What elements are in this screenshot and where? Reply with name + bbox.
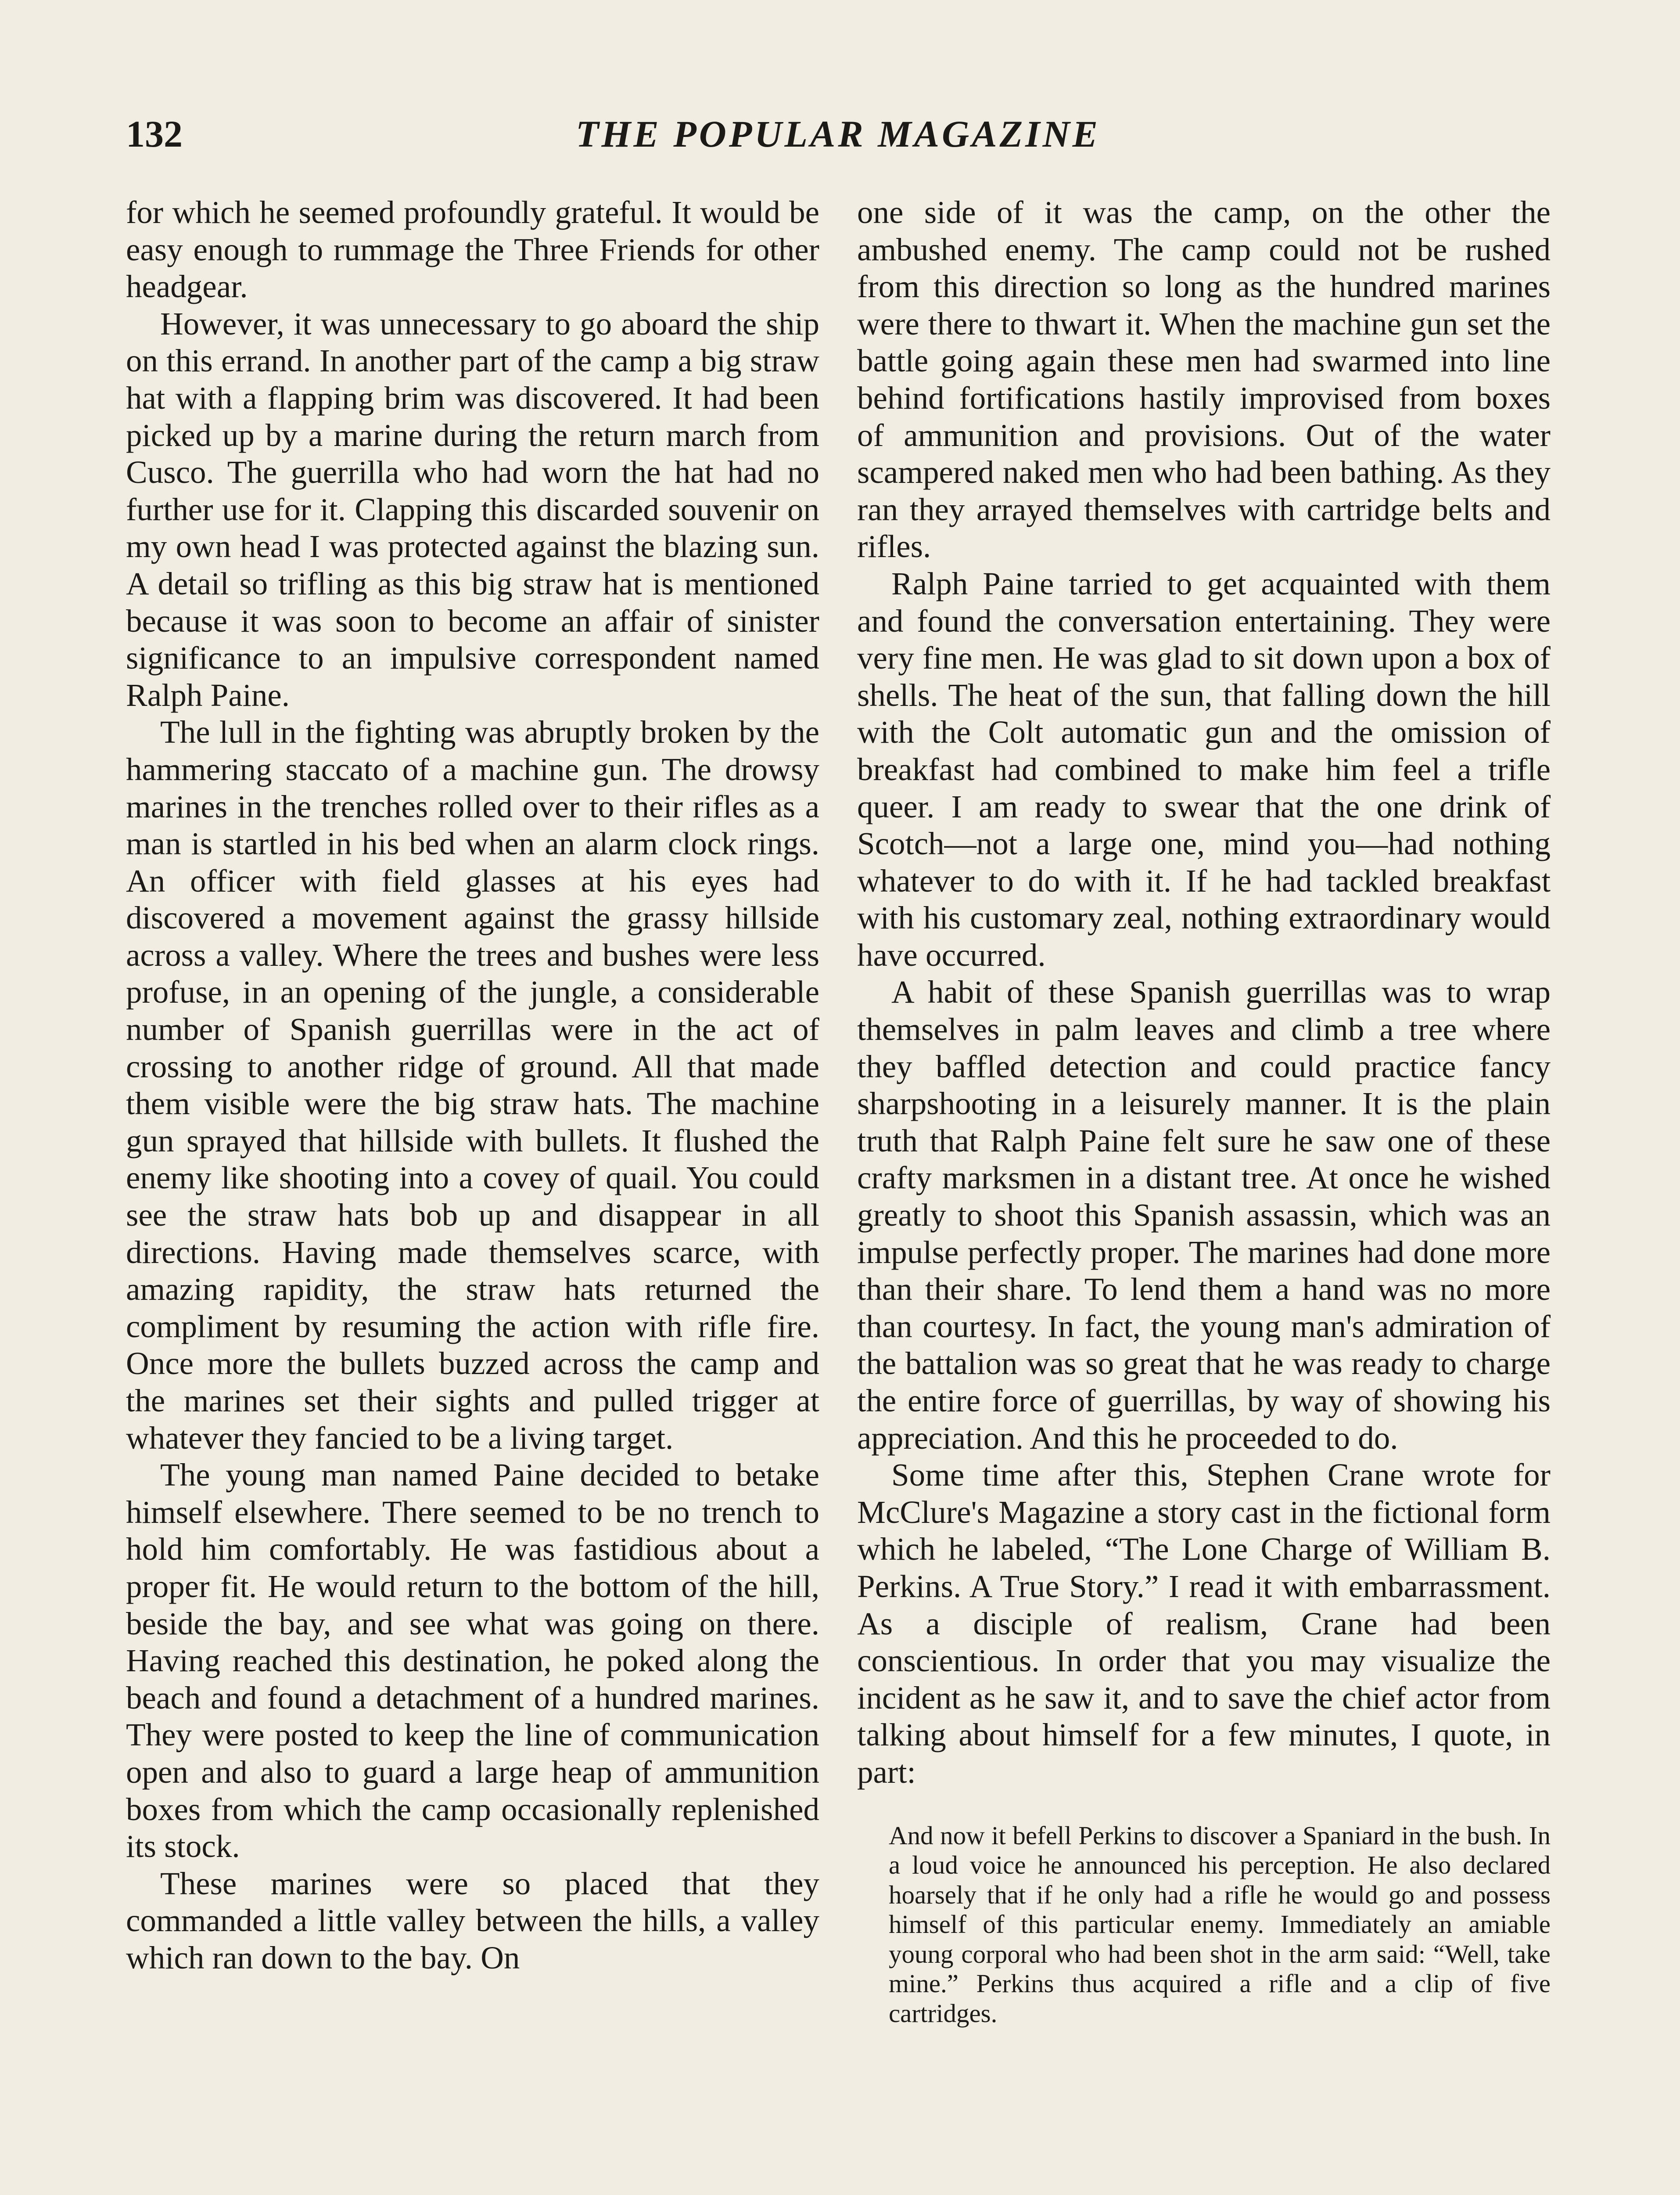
paragraph-paine-elsewhere: The young man named Paine decided to betake himself elsewhere. There seemed to be no trench to hold him comfortably. He was fastidious about a proper fit. He would return to the bottom of the hill, beside the bay, and see what was going on there. Having reached this destination, he poked along the beach and found a detachment of a hundred marines. They were posted to keep the line of communication open and also to guard a large heap of ammunition boxes from which the camp occasionally replenished its stock. <box>126 1457 819 1864</box>
page-number: 132 <box>126 113 183 155</box>
left-column <box>126 194 819 1977</box>
paragraph-paine-tarried: Ralph Paine tarried to get acquainted with them and found the conversation entertaining. They were very fine men. He was glad to sit down upon a box of shells. The heat of the sun, that falling down the hill with the Colt automatic gun and the omission of breakfast had combined to make him feel a trifle queer. I am ready to swear that the one drink of Scotch—not a large one, mind you—had nothing whatever to do with it. If he had tackled breakfast with his customary zeal, nothing extraordinary would have occurred. <box>857 565 1551 973</box>
paragraph-guerrilla-habit: A habit of these Spanish guerrillas was to wrap themselves in palm leaves and climb a tree where they baffled detection and could practice fancy sharpshooting in a leisurely manner. It is the plain truth that Ralph Paine felt sure he saw one of these crafty marksmen in a distant tree. At once he wished greatly to shoot this Spanish assassin, which was an impulse perfectly proper. The marines had done more than their share. To lend them a hand was no more than courtesy. In fact, the young man's admiration of the battalion was so great that he was ready to charge the entire force of guerrillas, by way of showing his appreciation. And this he proceeded to do. <box>857 974 1551 1456</box>
paragraph-camp-side: one side of it was the camp, on the other the ambushed enemy. The camp could not be rushed from this direction so long as the hundred marines were there to thwart it. When the machine gun set the battle going again these men had swarmed into line behind fortifications hastily improvised from boxes of ammunition and provisions. Out of the water scampered naked men who had been bathing. As they ran they arrayed themselves with cartridge belts and rifles. <box>857 194 1551 565</box>
paragraph-crane-story: Some time after this, Stephen Crane wrote for McClure's Magazine a story cast in the fictional form which he labeled, “The Lone Charge of William B. Perkins. A True Story.” I read it with embarrassment. As a disciple of realism, Crane had been conscientious. In order that you may visualize the incident as he saw it, and to save the chief actor from talking about himself for a few minutes, I quote, in part: <box>857 1457 1551 1790</box>
paragraph-marines-placed: These marines were so placed that they commanded a little valley between the hills, a valley which ran down to the bay. On <box>126 1865 819 1976</box>
page-header <box>126 112 1550 169</box>
paragraph-straw-hat: However, it was unnecessary to go aboard the ship on this errand. In another part of the camp a big straw hat with a flapping brim was discovered. It had been picked up by a marine during the return march from Cusco. The guerrilla who had worn the hat had no further use for it. Clapping this discarded souvenir on my own head I was protected against the blazing sun. A detail so trifling as this big straw hat is mentioned because it was soon to become an affair of sinister significance to an impulsive correspondent named Ralph Paine. <box>126 306 819 713</box>
paragraph-machine-gun: The lull in the fighting was abruptly broken by the hammering staccato of a machine gun. The drowsy marines in the trenches rolled over to their rifles as a man is startled in his bed when an alarm clock rings. An officer with field glasses at his eyes had discovered a movement against the grassy hillside across a valley. Where the trees and bushes were less profuse, in an opening of the jungle, a considerable number of Spanish guerrillas were in the act of crossing to another ridge of ground. All that made them visible were the big straw hats. The machine gun sprayed that hillside with bullets. It flushed the enemy like shooting into a covey of quail. You could see the straw hats bob up and disappear in all directions. Having made themselves scarce, with amazing rapidity, the straw hats returned the compliment by resuming the action with rifle fire. Once more the bullets buzzed across the camp and the marines set their sights and pulled trigger at whatever they fancied to be a living target. <box>126 714 819 1456</box>
block-quote: And now it befell Perkins to discover a Spaniard in the bush. In a loud voice he announced his perception. He also declared hoarsely that if he only had a rifle he would go and possess himself of this particular enemy. Immediately an amiable young corporal who had been shot in the arm said: “Well, take mine.” Perkins thus acquired a rifle and a clip of five cartridges. <box>889 1821 1551 2028</box>
paragraph-continued: for which he seemed profoundly grateful. It would be easy enough to rummage the Three Friends for other headgear. <box>126 194 819 305</box>
right-column <box>857 194 1551 2028</box>
magazine-title: THE POPULAR MAGAZINE <box>575 113 1101 155</box>
